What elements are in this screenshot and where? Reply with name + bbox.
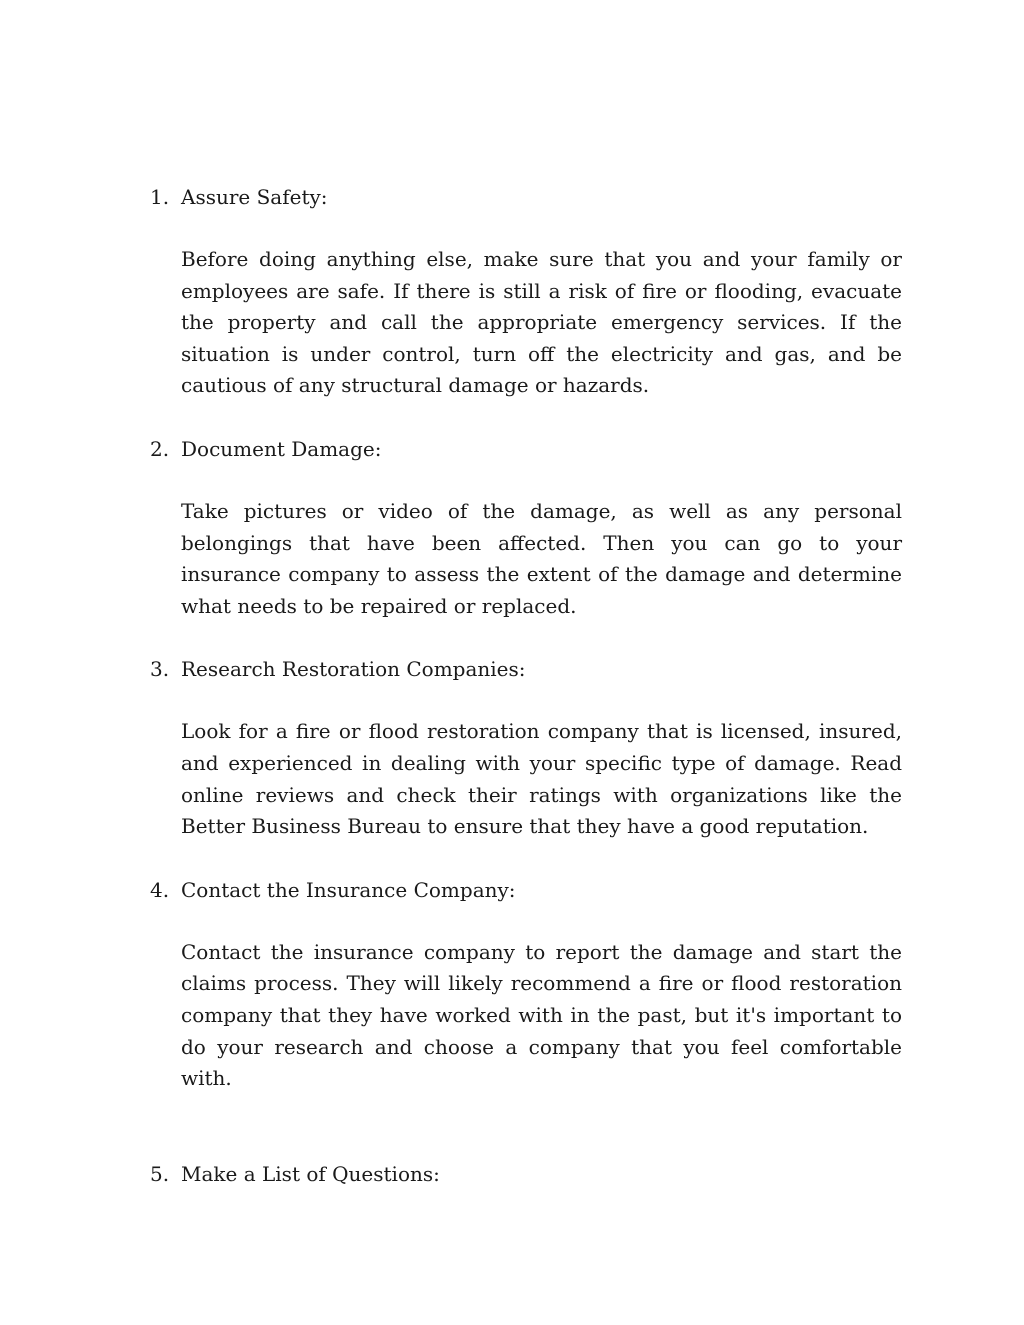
list-item (150, 1158, 902, 1190)
list-item-paragraph: Contact the insurance company to report the damage and start the claims process. They will likely recommend a fire or flood restoration company that they have worked with in the past, but it's important to do your research and choose a company that you feel comfortable with. (181, 939, 902, 1091)
list-item (150, 653, 902, 842)
list-item-title: Document Damage: (181, 436, 382, 461)
list-item-number: 5. (150, 1161, 170, 1186)
list-item-number: 3. (150, 657, 170, 682)
list-item-heading (150, 433, 902, 465)
list-item-paragraph: Before doing anything else, make sure that you and your family or employees are safe. If there is still a risk of fire or flooding, evacuate the property and call the appropriate emergency services. If the situation is under control, turn off the electricity and gas, and be cautious of any structural damage or hazards. (181, 247, 902, 398)
list-item-number: 2. (150, 436, 170, 461)
list-item (150, 874, 902, 1095)
list-item-title: Research Restoration Companies: (181, 657, 526, 682)
numbered-list (150, 181, 902, 1190)
list-item-paragraph: Look for a fire or flood restoration company that is licensed, insured, and experienced in dealing with your specific type of damage. Read online reviews and check their ratings with organizations like the Better Business Bureau to ensure that they have a good reputation. (181, 719, 902, 839)
list-item-title: Assure Safety: (181, 185, 328, 209)
list-item-paragraph: Take pictures or video of the damage, as well as any personal belongings that have been affected. Then you can go to your insurance company to assess the extent of the damage and determine what needs to be repaired or replaced. (181, 498, 902, 618)
list-item-heading (150, 874, 902, 906)
list-item-heading (150, 653, 902, 685)
list-item-heading (150, 181, 902, 213)
list-item-number: 4. (150, 877, 170, 902)
list-item (150, 433, 902, 622)
list-item-title: Contact the Insurance Company: (181, 877, 516, 902)
list-item-title: Make a List of Questions: (181, 1161, 440, 1186)
list-item-heading (150, 1158, 902, 1190)
list-item-number: 1. (150, 185, 170, 209)
list-item (150, 181, 902, 402)
paragraph-spacer (150, 1126, 902, 1158)
